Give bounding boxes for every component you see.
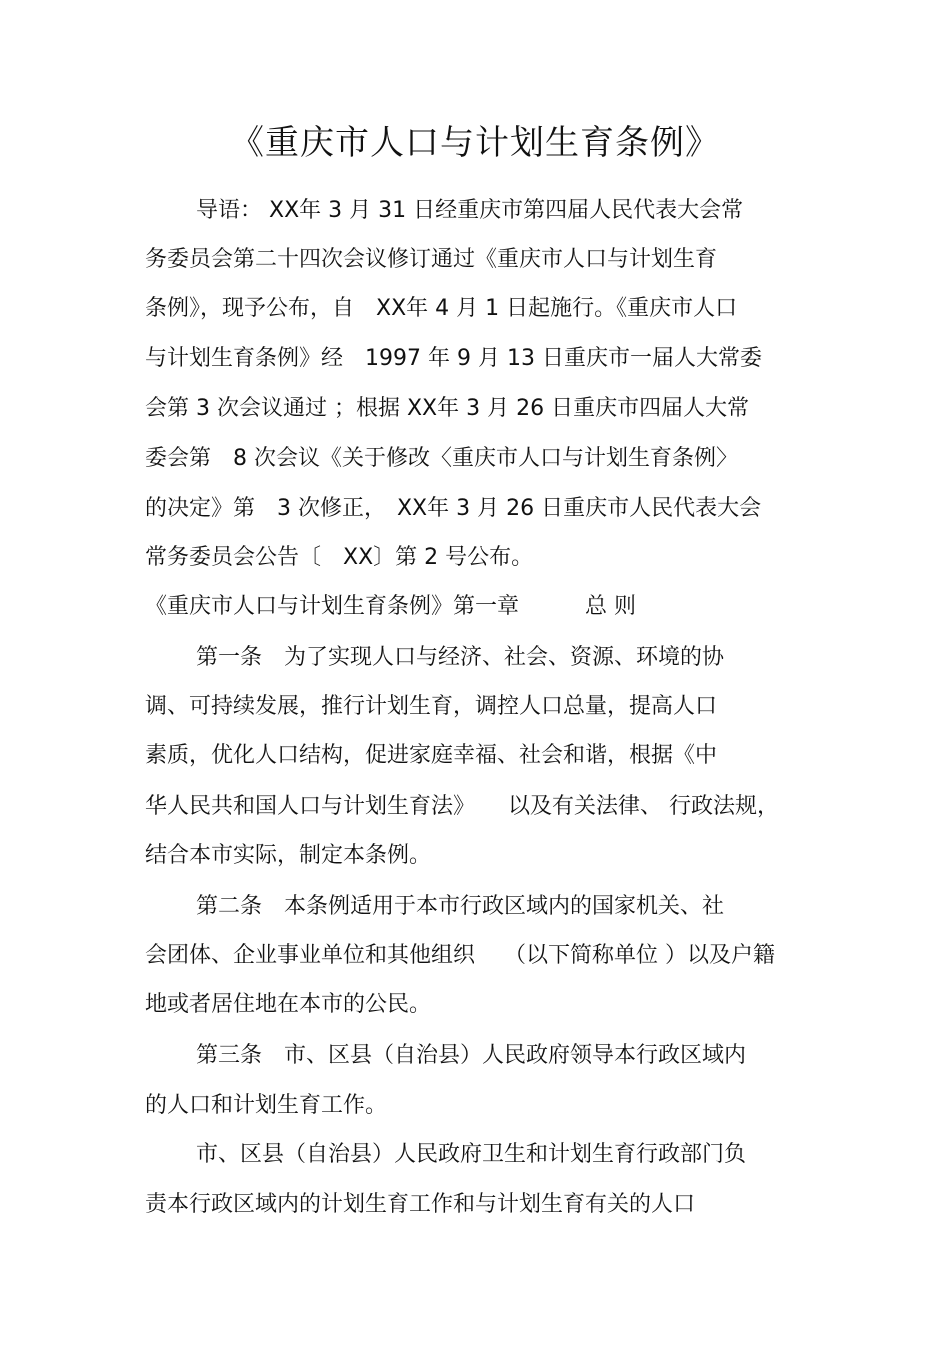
paragraph-line: 的人口和计划生育工作。	[145, 1093, 388, 1118]
paragraph-line: 会第 3 次会议通过 ；根据 XX年 3 月 26 日重庆市四届人大常	[145, 396, 750, 421]
paragraph-line: 素质，优化人口结构，促进家庭幸福、社会和谐，根据《中	[145, 743, 718, 768]
paragraph-line: 第一条 为了实现人口与经济、社会、资源、环境的协	[196, 645, 725, 670]
paragraph-line: 责本行政区域内的计划生育工作和与计划生育有关的人口	[145, 1192, 696, 1217]
paragraph-line: 委会第 8 次会议《关于修改〈重庆市人口与计划生育条例〉	[145, 446, 738, 471]
paragraph-line: 务委员会第二十四次会议修订通过《重庆市人口与计划生育	[145, 247, 718, 272]
paragraph-line: 华人民共和国人口与计划生育法》 以及有关法律、 行政法规，	[145, 794, 779, 819]
paragraph-line: 与计划生育条例》经 1997 年 9 月 13 日重庆市一届人大常委	[145, 346, 762, 371]
paragraph-line: 会团体、企业事业单位和其他组织 （以下简称单位 ）以及户籍	[145, 943, 775, 968]
paragraph-line: 的决定》第 3 次修正， XX年 3 月 26 日重庆市人民代表大会	[145, 496, 762, 521]
paragraph-line: 条例》，现予公布，自 XX年 4 月 1 日起施行。《重庆市人口	[145, 296, 738, 321]
paragraph-line: 地或者居住地在本市的公民。	[145, 992, 432, 1017]
paragraph-line: 导语： XX年 3 月 31 日经重庆市第四届人民代表大会常	[196, 198, 744, 223]
paragraph-line: 常务委员会公告〔 XX〕第 2 号公布。	[145, 545, 534, 570]
paragraph-line: 市、区县（自治县）人民政府卫生和计划生育行政部门负	[196, 1142, 747, 1167]
paragraph-line: 第三条 市、区县（自治县）人民政府领导本行政区域内	[196, 1043, 747, 1068]
document-title: 《重庆市人口与计划生育条例》	[230, 123, 720, 163]
paragraph-line: 第二条 本条例适用于本市行政区域内的国家机关、社	[196, 894, 725, 919]
paragraph-line: 结合本市实际，制定本条例。	[145, 843, 432, 868]
chapter-heading: 《重庆市人口与计划生育条例》第一章 总 则	[145, 594, 636, 619]
paragraph-line: 调、可持续发展，推行计划生育，调控人口总量，提高人口	[145, 694, 718, 719]
